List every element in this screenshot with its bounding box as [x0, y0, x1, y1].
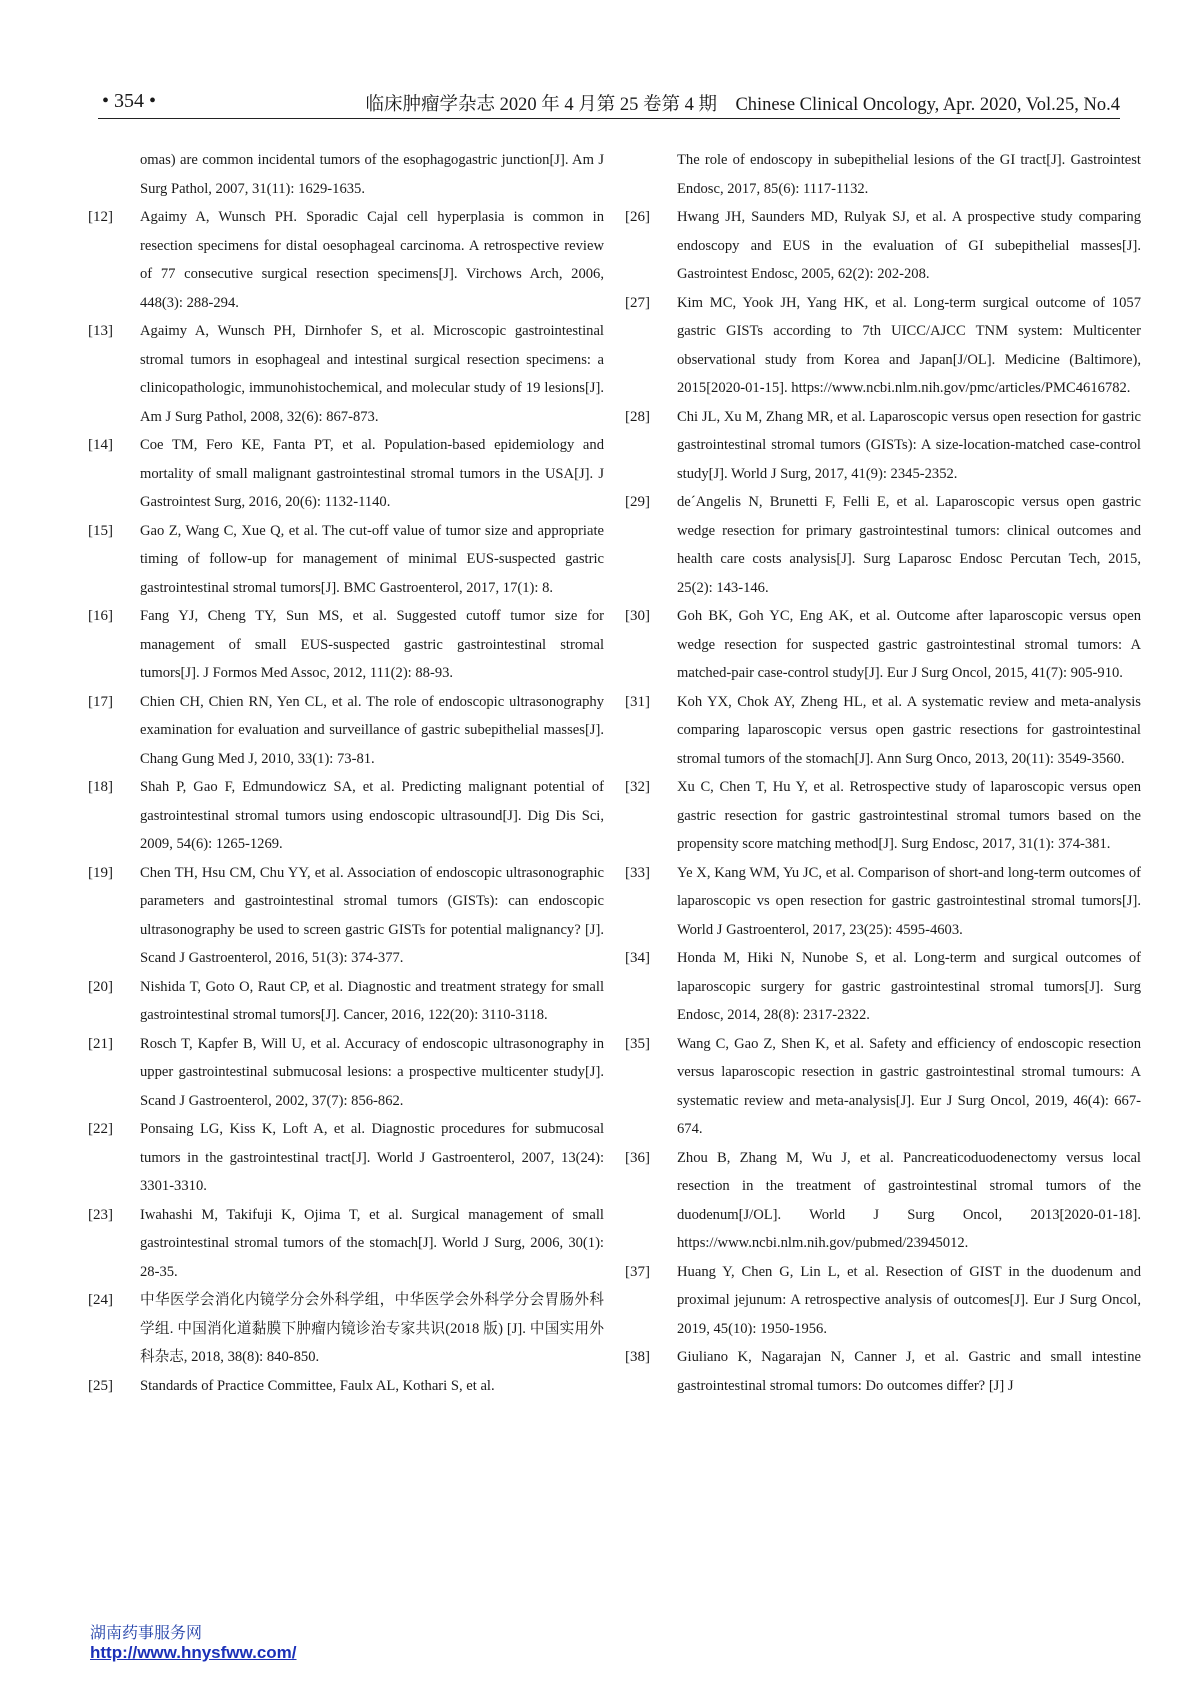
reference-text: Zhou B, Zhang M, Wu J, et al. Pancreaticoduodenectomy versus local resection in the treatment of gastrointestinal stromal tumors of the duodenum[J/OL]. World J Surg Oncol, 2013[2020-01-18]. https://www.ncbi.nlm.nih.gov/pubmed/23945012.: [677, 1149, 1141, 1251]
page-number: • 354 •: [102, 90, 157, 112]
reference-text: Rosch T, Kapfer B, Will U, et al. Accuracy of endoscopic ultrasonography in upper gastrointestinal submucosal lesions: a prospective multicenter study[J]. Scand J Gastroenterol, 2002, 37(7): 856-862.: [140, 1035, 604, 1109]
reference-number: [33]: [625, 864, 650, 881]
reference-number: [18]: [88, 779, 113, 795]
reference-number: [23]: [88, 1206, 113, 1223]
reference-number: [35]: [625, 1035, 650, 1052]
reference-number: [25]: [88, 1377, 113, 1394]
reference-item: [88, 317, 604, 431]
reference-item: [88, 431, 604, 517]
reference-text: Hwang JH, Saunders MD, Rulyak SJ, et al. A prospective study comparing endoscopy and EUS in the evaluation of GI subepithelial masses[J]. Gastrointest Endosc, 2005, 62(2): 202-208.: [677, 209, 1141, 282]
reference-number: [32]: [625, 779, 650, 795]
reference-number: [15]: [88, 522, 113, 539]
reference-text: Xu C, Chen T, Hu Y, et al. Retrospective study of laparoscopic versus open gastric resection for gastric gastrointestinal stromal tumors based on the propensity score matching method[J]. Surg Endosc, 2017, 31(1): 374-381.: [677, 779, 1141, 852]
reference-continuation: The role of endoscopy in subepithelial lesions of the GI tract[J]. Gastrointest Endosc, 2017, 85(6): 1117-1132.: [677, 152, 1141, 197]
reference-text: Kim MC, Yook JH, Yang HK, et al. Long-term surgical outcome of 1057 gastric GISTs according to 7th UICC/AJCC TNM system: Multicenter observational study from Korea and Japan[J/OL]. Medicine (Baltimore), 2015[2020-01-15]. https://www.ncbi.nlm.nih.gov/pmc/articles/PMC4616782.: [677, 294, 1141, 396]
reference-text: Chi JL, Xu M, Zhang MR, et al. Laparoscopic versus open resection for gastric gastrointestinal stromal tumors (GISTs): A size-location-matched case-control study[J]. World J Surg, 2017, 41(9): 2345-2352.: [677, 408, 1141, 482]
reference-item: [88, 1372, 604, 1401]
reference-number: [13]: [88, 323, 113, 339]
reference-number: [28]: [625, 408, 650, 425]
reference-item: [88, 773, 604, 859]
reference-text: Goh BK, Goh YC, Eng AK, et al. Outcome after laparoscopic versus open wedge resection for suspected gastric gastrointestinal stromal tumors: A matched-pair case-control study[J]. Eur J Surg Oncol, 2015, 41(7): 905-910.: [677, 608, 1141, 681]
reference-text: Coe TM, Fero KE, Fanta PT, et al. Population-based epidemiology and mortality of small malignant gastrointestinal stromal tumors in the USA[J]. J Gastrointest Surg, 2016, 20(6): 1132-1140.: [140, 437, 604, 510]
reference-item: [88, 517, 604, 603]
reference-continuation: omas) are common incidental tumors of the esophagogastric junction[J]. Am J Surg Pathol, 2007, 31(11): 1629-1635.: [140, 152, 604, 197]
reference-text: Giuliano K, Nagarajan N, Canner J, et al. Gastric and small intestine gastrointestinal stromal tumors: Do outcomes differ? [J] J: [677, 1349, 1141, 1394]
reference-item: [625, 1030, 1141, 1144]
reference-text: Gao Z, Wang C, Xue Q, et al. The cut-off value of tumor size and appropriate timing of follow-up for management of minimal EUS-suspected gastric gastrointestinal stromal tumors[J]. BMC Gastroenterol, 2017, 17(1): 8.: [140, 522, 604, 596]
reference-number: [30]: [625, 608, 650, 624]
reference-number: [26]: [625, 209, 650, 225]
reference-number: [27]: [625, 294, 650, 311]
reference-text: de´Angelis N, Brunetti F, Felli E, et al. Laparoscopic versus open gastric wedge resection for primary gastrointestinal tumors: clinical outcomes and health care costs analysis[J]. Surg Laparosc Endosc Percutan Tech, 2015, 25(2): 143-146.: [677, 494, 1141, 596]
reference-item: [625, 403, 1141, 489]
reference-item: [625, 859, 1141, 945]
reference-item: [88, 1286, 604, 1372]
reference-number: [20]: [88, 978, 113, 995]
reference-number: [19]: [88, 864, 113, 881]
reference-text: Shah P, Gao F, Edmundowicz SA, et al. Predicting malignant potential of gastrointestinal stromal tumors using endoscopic ultrasound[J]. Dig Dis Sci, 2009, 54(6): 1265-1269.: [140, 779, 604, 852]
reference-item: [625, 688, 1141, 774]
reference-item: [625, 289, 1141, 403]
reference-number: [22]: [88, 1121, 113, 1137]
reference-text: Agaimy A, Wunsch PH, Dirnhofer S, et al. Microscopic gastrointestinal stromal tumors in esophageal and intestinal surgical resection specimens: a clinicopathologic, immunohistochemical, and molecular study of 19 lesions[J]. Am J Surg Pathol, 2008, 32(6): 867-873.: [140, 323, 604, 425]
reference-text: Wang C, Gao Z, Shen K, et al. Safety and efficiency of endoscopic resection versus laparoscopic resection in gastric gastrointestinal stromal tumours: A systematic review and meta-analysis[J]. Eur J Surg Oncol, 2019, 46(4): 667-674.: [677, 1035, 1141, 1137]
reference-item: [88, 859, 604, 973]
reference-item: [625, 203, 1141, 289]
reference-text: Ponsaing LG, Kiss K, Loft A, et al. Diagnostic procedures for submucosal tumors in the gastrointestinal tract[J]. World J Gastroenterol, 2007, 13(24): 3301-3310.: [140, 1121, 604, 1194]
reference-number: [17]: [88, 693, 113, 710]
reference-item: [625, 1144, 1141, 1258]
reference-item: [88, 602, 604, 688]
reference-item: [88, 973, 604, 1030]
reference-item: [88, 1030, 604, 1116]
reference-item: [625, 944, 1141, 1030]
reference-item: [625, 602, 1141, 688]
reference-number: [14]: [88, 437, 113, 453]
reference-column-right: [625, 146, 1141, 1400]
reference-number: [16]: [88, 608, 113, 624]
reference-text: Ye X, Kang WM, Yu JC, et al. Comparison of short-and long-term outcomes of laparoscopic vs open resection for gastric gastrointestinal stromal tumors[J]. World J Gastroenterol, 2017, 23(25): 4595-4603.: [677, 864, 1141, 938]
reference-text: Koh YX, Chok AY, Zheng HL, et al. A systematic review and meta-analysis comparing laparoscopic versus open gastric resections for gastrointestinal stromal tumors of the stomach[J]. Ann Surg Onco, 2013, 20(11): 3549-3560.: [677, 693, 1141, 767]
reference-number: [36]: [625, 1149, 650, 1166]
reference-item: [625, 1258, 1141, 1344]
reference-item: [88, 203, 604, 317]
journal-running-title: 临床肿瘤学杂志 2020 年 4 月第 25 卷第 4 期 Chinese Clinical Oncology, Apr. 2020, Vol.25, No.4: [365, 95, 1120, 115]
reference-text: Agaimy A, Wunsch PH. Sporadic Cajal cell hyperplasia is common in resection specimens for distal oesophageal carcinoma. A retrospective review of 77 consecutive surgical resection specimens[J]. Virchows Arch, 2006, 448(3): 288-294.: [140, 209, 604, 311]
reference-text: Chen TH, Hsu CM, Chu YY, et al. Association of endoscopic ultrasonographic parameters and gastrointestinal stromal tumors (GISTs): can endoscopic ultrasonography be used to screen gastric GISTs for potential malignancy? [J]. Scand J Gastroenterol, 2016, 51(3): 374-377.: [140, 864, 604, 966]
reference-item: [88, 1115, 604, 1201]
reference-text: Honda M, Hiki N, Nunobe S, et al. Long-term and surgical outcomes of laparoscopic surgery for gastric gastrointestinal stromal tumors[J]. Surg Endosc, 2014, 28(8): 2317-2322.: [677, 950, 1141, 1023]
reference-number: [29]: [625, 494, 650, 510]
reference-number: [24]: [88, 1292, 113, 1308]
reference-item: [625, 1343, 1141, 1400]
reference-column-left: [88, 146, 604, 1400]
reference-item: [88, 688, 604, 774]
reference-text: Nishida T, Goto O, Raut CP, et al. Diagnostic and treatment strategy for small gastrointestinal stromal tumors[J]. Cancer, 2016, 122(20): 3110-3118.: [140, 978, 604, 1023]
reference-number: [34]: [625, 950, 650, 966]
reference-item: [625, 488, 1141, 602]
reference-list-left: [88, 203, 604, 1400]
reference-text: Fang YJ, Cheng TY, Sun MS, et al. Suggested cutoff tumor size for management of small EUS-suspected gastric gastrointestinal stromal tumors[J]. J Formos Med Assoc, 2012, 111(2): 88-93.: [140, 608, 604, 681]
page-header: [98, 84, 1120, 119]
reference-number: [21]: [88, 1035, 113, 1052]
site-link[interactable]: http://www.hnysfww.com/: [90, 1643, 297, 1662]
reference-number: [31]: [625, 693, 650, 710]
reference-text: Iwahashi M, Takifuji K, Ojima T, et al. Surgical management of small gastrointestinal stromal tumors of the stomach[J]. World J Surg, 2006, 30(1): 28-35.: [140, 1206, 604, 1280]
reference-text: Huang Y, Chen G, Lin L, et al. Resection of GIST in the duodenum and proximal jejunum: A retrospective analysis of outcomes[J]. Eur J Surg Oncol, 2019, 45(10): 1950-1956.: [677, 1263, 1141, 1337]
reference-item: [88, 1201, 604, 1287]
watermark-footer: [90, 1620, 297, 1663]
reference-number: [12]: [88, 209, 113, 225]
reference-number: [38]: [625, 1349, 650, 1365]
reference-text: Chien CH, Chien RN, Yen CL, et al. The role of endoscopic ultrasonography examination for evaluation and surveillance of gastric subepithelial masses[J]. Chang Gung Med J, 2010, 33(1): 73-81.: [140, 693, 604, 767]
reference-text: 中华医学会消化内镜学分会外科学组，中华医学会外科学分会胃肠外科学组. 中国消化道黏膜下肿瘤内镜诊治专家共识(2018 版) [J]. 中国实用外科杂志, 2018, 38(8): 840-850.: [140, 1292, 604, 1365]
site-name: 湖南药事服务网: [90, 1625, 203, 1642]
reference-number: [37]: [625, 1263, 650, 1280]
reference-list-right: [625, 203, 1141, 1400]
reference-text: Standards of Practice Committee, Faulx AL, Kothari S, et al.: [140, 1377, 495, 1394]
reference-item: [625, 773, 1141, 859]
